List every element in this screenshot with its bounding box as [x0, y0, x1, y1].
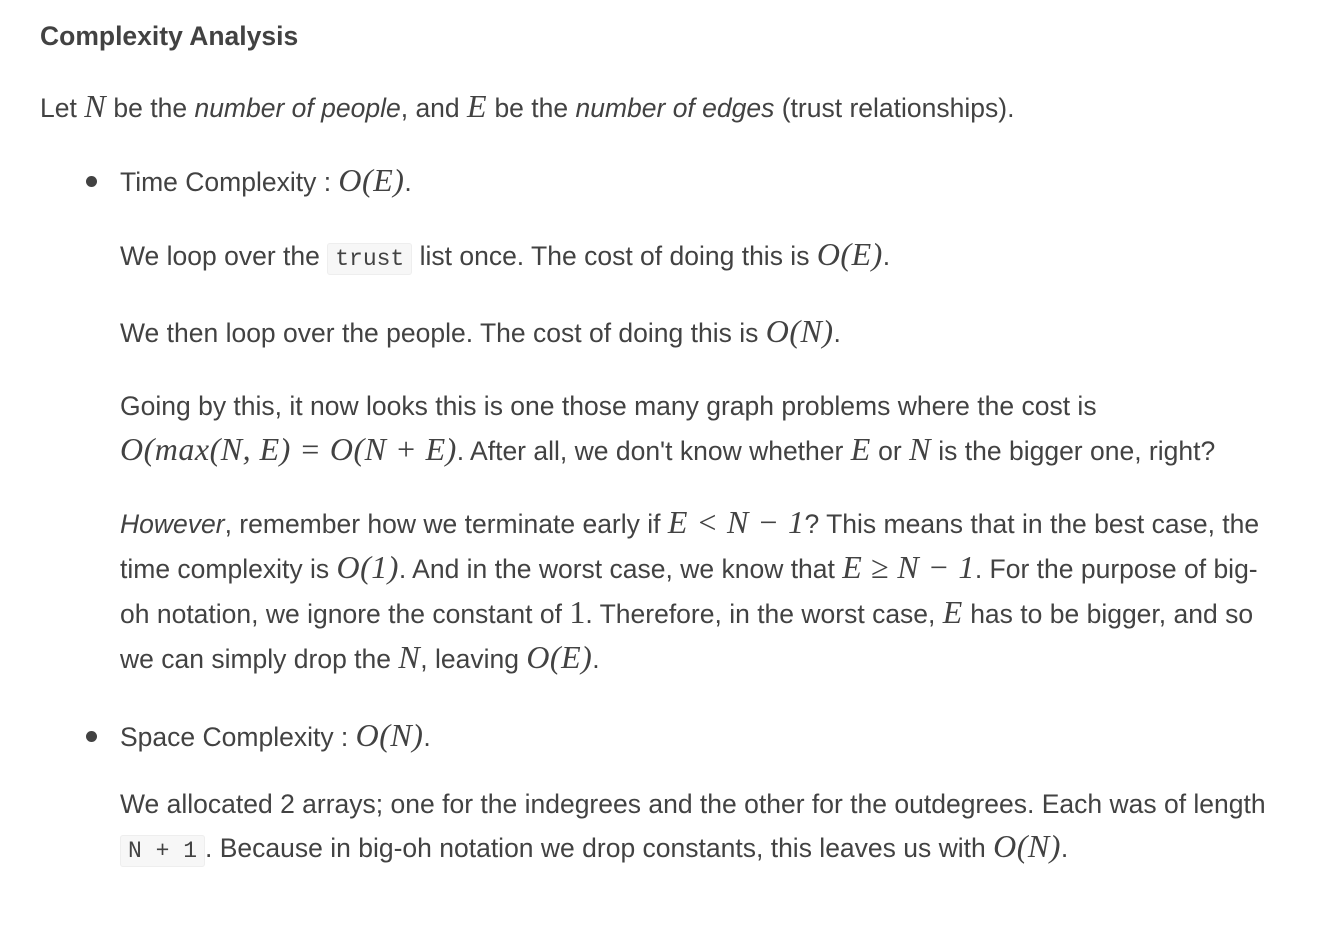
text: We allocated 2 arrays; one for the indegrees and the other for the outdegrees. Each was of length — [120, 789, 1266, 819]
math-expression: 1 — [569, 594, 586, 630]
space-paragraph-1 — [120, 783, 1270, 872]
time-paragraph-2 — [120, 313, 1270, 351]
math-expression: O(E) — [816, 236, 883, 272]
math-expression: E ≥ N − 1 — [842, 549, 975, 585]
math-expression: O(N) — [355, 717, 424, 753]
punct: . — [423, 722, 431, 752]
inline-code: N + 1 — [120, 835, 205, 867]
text: . And in the worst case, we know that — [398, 554, 843, 584]
label: Space Complexity : — [120, 722, 356, 752]
text: has to be bigger, and so we can simply drop the — [120, 599, 1254, 674]
punct: . — [404, 167, 412, 197]
bullet-icon — [86, 176, 97, 187]
emphasis-text: However — [120, 509, 225, 539]
intro-paragraph — [40, 88, 1330, 126]
text: , leaving — [420, 644, 527, 674]
text: or — [870, 436, 910, 466]
time-complexity-heading — [120, 162, 1270, 200]
text: ? This means that in the best case, the time complexity is — [120, 509, 1260, 584]
text: list once. The cost of doing this is — [412, 241, 817, 271]
inline-code: trust — [327, 243, 412, 275]
math-expression: E < N − 1 — [667, 504, 805, 540]
text: is the bigger one, right? — [930, 436, 1216, 466]
math-expression: O(N) — [765, 313, 834, 349]
text: We loop over the — [120, 241, 328, 271]
text: We then loop over the people. The cost of doing this is — [120, 318, 766, 348]
intro-text: be the — [106, 93, 195, 123]
punct: . — [592, 644, 600, 674]
math-expression: E — [942, 594, 963, 630]
text: . For the purpose of big-oh notation, we ignore the constant of — [120, 554, 1258, 629]
time-complexity-item — [40, 162, 1270, 681]
math-expression: N — [909, 431, 931, 467]
math-expression: O(1) — [336, 549, 399, 585]
space-complexity-item — [40, 717, 1270, 872]
punct: . — [1060, 833, 1069, 863]
emphasis-text: number of edges — [575, 93, 775, 123]
math-expression: E — [850, 431, 871, 467]
text: . Because in big-oh notation we drop constants, this leaves us with — [205, 833, 994, 863]
math-expression: N — [398, 639, 421, 675]
time-paragraph-3 — [120, 385, 1270, 473]
time-paragraph-4 — [120, 501, 1270, 681]
math-expression: O(E) — [526, 639, 593, 675]
intro-text: Let — [40, 93, 85, 123]
intro-text: , and — [400, 93, 468, 123]
text: . After all, we don't know whether — [456, 436, 851, 466]
math-e: E — [467, 88, 488, 124]
intro-text: be the — [487, 93, 576, 123]
label: Time Complexity : — [120, 167, 339, 197]
math-expression: O(N) — [993, 828, 1061, 864]
space-complexity-heading — [120, 717, 1270, 755]
emphasis-text: number of people — [194, 93, 401, 123]
math-expression: O(max(N, E) = O(N + E) — [120, 431, 457, 467]
text: . Therefore, in the worst case, — [585, 599, 943, 629]
time-paragraph-1 — [120, 236, 1270, 277]
complexity-list — [40, 162, 1330, 872]
text: Going by this, it now looks this is one those many graph problems where the cost is — [120, 391, 1097, 421]
punct: . — [882, 241, 891, 271]
section-heading: Complexity Analysis — [40, 21, 299, 51]
text: , remember how we terminate early if — [224, 509, 668, 539]
punct: . — [833, 318, 841, 348]
math-expression: O(E) — [338, 162, 405, 198]
math-n: N — [84, 88, 107, 124]
intro-text: (trust relationships). — [774, 93, 1015, 123]
bullet-icon — [86, 731, 97, 742]
